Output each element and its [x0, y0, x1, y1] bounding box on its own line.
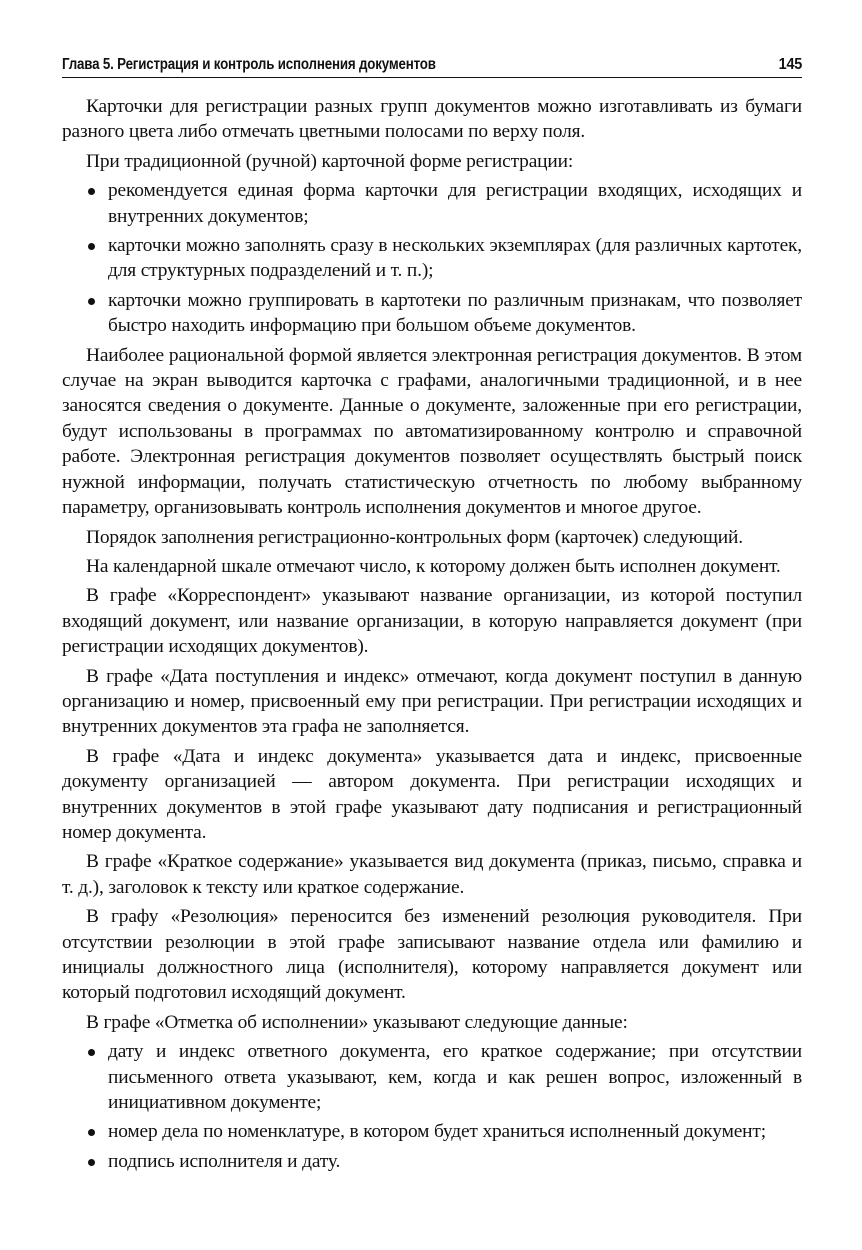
paragraph: В графу «Резолюция» переносится без изменений резолюция руководителя. При отсутствии резолюции в этой графе записывают название отдела или фамилию и инициалы должностного лица (исполнителя), которому направляется документ или который подготовил исходящий документ. [62, 906, 802, 1004]
running-header [62, 56, 802, 78]
paragraph: В графе «Корреспондент» указывают название организации, из которой поступил входящий документ, или название организации, в которую направляется документ (при регистрации исходящих документов). [62, 585, 802, 658]
paragraph: Наиболее рациональной формой является электронная регистрация документов. В этом случае на экран выводится карточка с графами, аналогичными традиционной, и в нее заносятся сведения о документе. Данные о документе, заложенные при его регистрации, будут использованы в программах по автоматизированному контролю и справочной работе. Электронная регистрация документов позволяет осуществлять быстрый поиск нужной информации, получать статистическую отчетность по любому выбранному параметру, организовывать контроль исполнения документов и многое другое. [62, 344, 802, 519]
paragraph: На календарной шкале отмечают число, к которому должен быть исполнен документ. [86, 555, 781, 577]
chapter-title: Глава 5. Регистрация и контроль исполнения документов [62, 56, 436, 73]
page-body [62, 94, 802, 1174]
bullet-list [62, 1039, 802, 1174]
page-number: 145 [778, 56, 802, 73]
paragraph: В графе «Отметка об исполнении» указывают следующие данные: [86, 1011, 628, 1033]
paragraph: Карточки для регистрации разных групп документов можно изготавливать из бумаги разного цвета либо отмечать цветными полосами по верху поля. [62, 96, 802, 143]
book-page [62, 56, 802, 1178]
paragraph: Порядок заполнения регистрационно-контрольных форм (карточек) следующий. [86, 526, 743, 548]
list-item: номер дела по номенклатуре, в котором будет храниться исполненный документ; [62, 1119, 802, 1144]
list-item: карточки можно группировать в картотеки по различным признакам, что позволяет быстро находить информацию при большом объеме документов. [62, 288, 802, 339]
paragraph: В графе «Дата поступления и индекс» отмечают, когда документ поступил в данную организацию и номер, присвоенный ему при регистрации. При регистрации исходящих и внутренних документов эта графа не заполняется. [62, 665, 802, 738]
paragraph: При традиционной (ручной) карточной форме регистрации: [86, 150, 574, 172]
list-item: подпись исполнителя и дату. [62, 1149, 802, 1174]
paragraph: В графе «Дата и индекс документа» указывается дата и индекс, присвоенные документу организацией — автором документа. При регистрации исходящих и внутренних документов в этой графе указывают дату подписания и регистрационный номер документа. [62, 745, 802, 843]
list-item: карточки можно заполнять сразу в нескольких экземплярах (для различных картотек, для структурных подразделений и т. п.); [62, 233, 802, 284]
list-item: дату и индекс ответного документа, его краткое содержание; при отсутствии письменного ответа указывают, кем, когда и как решен вопрос, изложенный в инициативном документе; [62, 1039, 802, 1115]
bullet-list [62, 178, 802, 338]
list-item: рекомендуется единая форма карточки для регистрации входящих, исходящих и внутренних документов; [62, 178, 802, 229]
paragraph: В графе «Краткое содержание» указывается вид документа (приказ, письмо, справка и т. д.), заголовок к тексту или краткое содержание. [62, 851, 802, 898]
